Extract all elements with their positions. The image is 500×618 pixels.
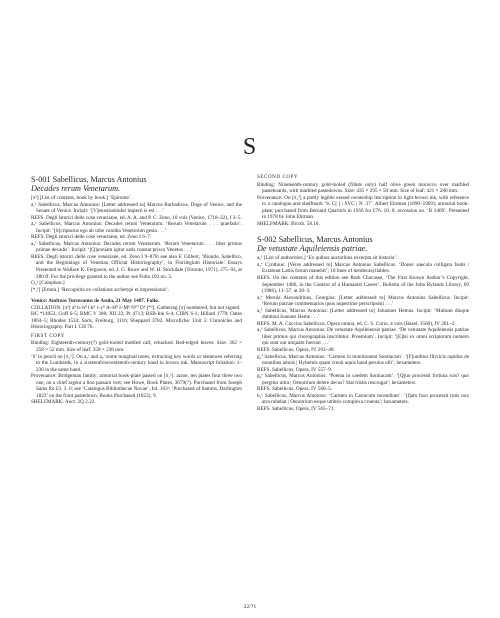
refs-line: REFS. Sabellicus, Opera, IV 560–5.	[257, 386, 333, 393]
refs-line: REFS. Degli istorici delle cose veneziane, ed. A. A. and P. C. Zeno, 10 vols (Venice, 1718–22), I 3–5.	[31, 214, 242, 221]
refs-line: REFS. Sabellicus, Opera, IV 557–9.	[257, 366, 333, 373]
section-letter: S	[242, 134, 258, 160]
refs-line: REFS. Sabellicus, Opera, IV 565–71.	[257, 405, 335, 412]
entry-title: Decades rerum Venetarum.	[31, 184, 121, 193]
entry-heading: S-002 Sabellicus, Marcus Antonius	[257, 235, 373, 245]
copy-label: SECOND COPY	[257, 175, 299, 180]
binding: Binding: Nineteenth-century gold-tooled (fillets only) half olive green morocco over marbled pasteboards, with marbled pastedowns. Size: 435 × 295 × 50 mm. Size of leaf: 421 × 280 mm.	[257, 181, 469, 195]
binding: Binding: Eighteenth-century(?) gold-tooled mottled calf, rebacked. Red-edged leaves. Size: 362 × 258 × 52 mm. Size of leaf: 358 × 238 mm.	[31, 340, 242, 354]
contents-line: a₁¹ [List of authorities.] ‘Ex quibus auctoribus excerpta sit historia’.	[257, 255, 398, 262]
shelfmark: SHELFMARK: Auct. 2Q 2.22.	[31, 399, 96, 406]
contents-line: g₂ᵛ Sabellicus, Marcus Antonius: ‘Poema in caedem Sontiacam’. ‘[Q]uo processit fortuna ruis? quo pergitur ultra | Oenotrium delere decus? Stat tristis rescrugat’; hexameters.	[257, 373, 469, 386]
right-column	[257, 175, 469, 413]
annotation: ‘6’ in pencil on [π₁¹]. On a₁ʳ and a₂ʳ some marginal notes, extracting key words or sentences referring to the Lombards, in a sixteenth/seventeenth-century hand in brown ink. Manuscript foliation: 1–230 in the same hand.	[31, 353, 242, 373]
refs-line: REFS. Sabellicus, Opera, IV 203–48.	[257, 347, 335, 354]
contents-line: [π¹] [List of contents, book by book.] ‘Epitoma’.	[31, 195, 132, 201]
page-number: 22/71	[243, 604, 257, 610]
left-column	[31, 175, 242, 406]
copy-label: FIRST COPY	[31, 333, 66, 339]
provenance: Provenance: Bridgeman family; armorial book-plate pasted on [π₁ᵛ]: azure, ten plates four three two one, on a chief argent a lion passant vert; see Howe, Book Plates, 3679(?). Purchased from Joseph Sams for £3. 3. 0; see ‘Catalogus Bibliothecae Novae’, fol. 163ʳ: ‘Purchased of Samms, Darlington 1823’ on the front pastedown; Books Purchased (1823), 9.	[31, 373, 242, 399]
refs-line: REFS. Degli istorici delle cose veneziane, ed. Zeno I 9–878; see also F. Gilbert, ‘Biondo, Sabellico, and the Beginnings of Venetian Official Historiography’, in Florilegium Historiale: Essays Presented to Wallace K. Ferguson, ed. J. G. Rowe and W. H. Stockdale (Toronto, 1971), 275–93, at 280 ff. For the privilege granted to the author see Fulin 102 no. 3.	[31, 253, 242, 280]
contents-line: a₁¹ Sabellicus, Marcus Antonius: [Letter addressed to] Marcus Barbadicus, Doge of Venice, and the Senate of Venice. Incipit: ‘[V]etustissimdor imperii is est . . .’	[31, 201, 242, 215]
contents-line: a₂¹ Sabellicus, Marcus Antonius: Decades rerum Venetarum. ‘Rerum Venetarum . . . praefatio’. Incipit: ‘[S]cripturus ego ab urbe condita Venetorum gesta . . .’	[31, 221, 242, 234]
collation: COLLATION: [π²] a⁸ b–h⁸ i k⁸ l–y⁸ A–H⁸ I–M⁸ N¹⁰ O⁴ [*²]. Gathering [π] numbered, but not signed.	[31, 304, 241, 311]
entry-heading: S-001 Sabellicus, Marcus Antonius	[31, 175, 147, 184]
contents-line: h₁ᵛ Sabellicus, Marcus Antonius: ‘Carmen in Carnicum incendium’. ‘[I]am fuso processit rutis nox atra rubebat | Oenotrium esque umbris complexa cruenta’; hexameters.	[257, 392, 469, 406]
contents-line: [*₁¹] [Errata.] ‘Recognitio ex collatione archetypi et impressionis’.	[31, 286, 170, 293]
refs-line: REFS. M. A. Coccius Sabellicus, Opera omnia, ed. C. S. Curio, 4 vols (Basel, 1560), IV 201–2.	[257, 320, 456, 327]
provenance: Provenance: On [π₁¹] a partly legible erased ownership inscription in light brown ink, with reference to a catalogue and shelfmark ‘S. C[ ] | SVC | N. 37’. Albert Ehrman (1890–1969); armorial book-plate; purchased from Bernard Quaritch in 1956 for £76. 10. 0; accession no. ‘R 1469’. Presented in 1978 by John Ehrman.	[257, 194, 469, 221]
refs-line: REFS. Degli istorici delle cose veneziane, ed. Zeno I 6–7.	[31, 234, 152, 241]
contents-line: a₂¹ Sabellicus, Marcus Antonius: [Letter addressed to] Johannes Hemus. Incipit: ‘Multum diuque dubitaui Ioannes Heme . . .’	[257, 307, 469, 321]
contents-line: O₄¹ [Colophon.]	[31, 280, 65, 287]
entry-title: De vetustate Aquileiensis patriae.	[257, 244, 368, 254]
shelfmark: SHELFMARK: Broxb. 58.10.	[257, 220, 320, 227]
contents-line: a₃¹ Sabellicus, Marcus Antonius: Decades rerum Venetarum. ‘Rerum Venetarum . . . liber primus primae decadis’. Incipit: ‘[Q]uoniam igitur satis constat prisco Venetos . . .’	[31, 240, 242, 254]
contents-line: a₁ᵛ Cynthius: [Verse addressed to] Marcus Antonius Sabellicus. ‘Donec saecula colligata fastis | Extabunt Latiis forum manebit’; 10 lines of hendecasyllables.	[257, 261, 469, 275]
contents-line: a₁ᵛ Merula Alexandrinus, Georgius: [Letter addressed to] Marcus Antonius Sabellicus. Incipit: ‘Rerum patriae commentarios quos nuperrime perscripsisti . . .’	[257, 294, 469, 308]
contents-line: g₁¹ Sabellicus, Marcus Antonius: ‘Carmen in munitionem Sontiacam’. ‘[F]unditur Illyricis rapidus de montibus amnis | Hybernis quam creuit aquis haud peruius olli’; hexameters.	[257, 353, 469, 367]
contents-line: a₃¹ Sabellicus, Marcus Antonius: De vetustate Aquileiensis patriae. ‘De vetustate Aquileiensis patriae liber primus qui chorographia inscribitur. Proemium’. Incipit: ‘[E]tsi ex omni scriptorum numero qui sunt out unquam fuerunt . . .’	[257, 327, 469, 347]
bibliography: HC *14053; Goff S-5; BMC V 308; XII 22; Pr 4713; BSB-Ink S-4; CIBN S-1; Hillard 1778; Oates 1864–5; Rhodes 1533; Sack, Freiburg, 3116; Sheppard 3782. Microfiche: Unit 5: Chronicles and Historiography. Part I. CH 76.	[31, 311, 242, 331]
refs-line: REFS. On the contents of this edition see Ruth Chavasse, ‘The First Known Author’s Copyright, September 1486, in the Context of a Humanist Career’, Bulletin of the John Rylands Library, 69 (1986), 11–37, at 20–3.	[257, 275, 469, 295]
imprint: Venice: Andreas Torresanus de Asula, 21 May 1487. Folio.	[31, 298, 160, 305]
